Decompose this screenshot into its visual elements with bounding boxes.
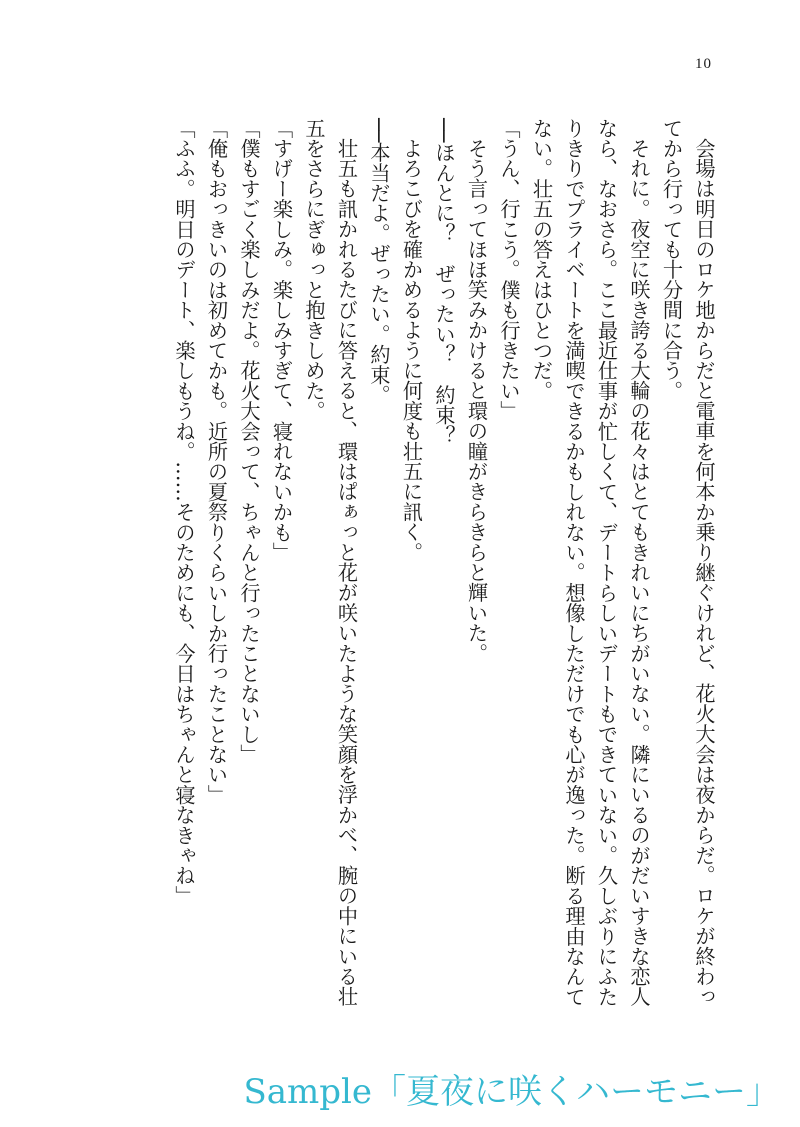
dialogue-line: 「すげー楽しみ。楽しみすぎて、寝れないかも」 bbox=[269, 118, 294, 563]
paragraph: 壮五も訊かれるたびに答えると、環はぱぁっと花が咲いたような笑顔を浮かべ、腕の中にいる壮五をさらにぎゅっと抱きしめた。 bbox=[302, 118, 359, 1007]
paragraph: それに。夜空に咲き誇る大輪の花々はとてもきれいにちがいない。隣にいるのがだいすきな恋人なら、なおさら。ここ最近仕事が忙しくて、デートらしいデートもできていない。久しぶりにふたりきりでプライベートを満喫できるかもしれない。想像しただけでも心が逸った。断る理由なんてない。壮五の答えはひとつだ。 bbox=[529, 118, 651, 1007]
dialogue-line: 「俺もおっきいのは初めてかも。近所の夏祭りくらいしか行ったことない」 bbox=[204, 118, 229, 805]
page-number: 10 bbox=[695, 56, 712, 72]
paragraph: そう言ってほほ笑みかけると環の瞳がきらきらと輝いた。 bbox=[464, 138, 489, 664]
dialogue-line: ──本当だよ。ぜったい。約束。 bbox=[367, 118, 391, 405]
dialogue-line: 「ふふ。明日のデート、楽しもうね。……そのためにも、今日はちゃんと寝なきゃね」 bbox=[172, 118, 196, 906]
sample-banner: Sample「夏夜に咲くハーモニー」 bbox=[243, 1072, 780, 1112]
paragraph: 会場は明日のロケ地からだと電車を何本か乗り継ぐけれど、花火大会は夜からだ。ロケが終わってから行っても十分間に合う。 bbox=[659, 118, 716, 1007]
body-text bbox=[168, 118, 721, 1018]
dialogue-line: 「うん、行こう。僕も行きたい」 bbox=[497, 118, 521, 421]
dialogue-line: 「僕もすごく楽しみだよ。花火大会って、ちゃんと行ったことないし」 bbox=[237, 118, 261, 765]
dialogue-line: ──ほんとに？ ぜったい？ 約束？ bbox=[432, 118, 456, 446]
paragraph: よろこびを確かめるように何度も壮五に訊く。 bbox=[399, 138, 424, 563]
